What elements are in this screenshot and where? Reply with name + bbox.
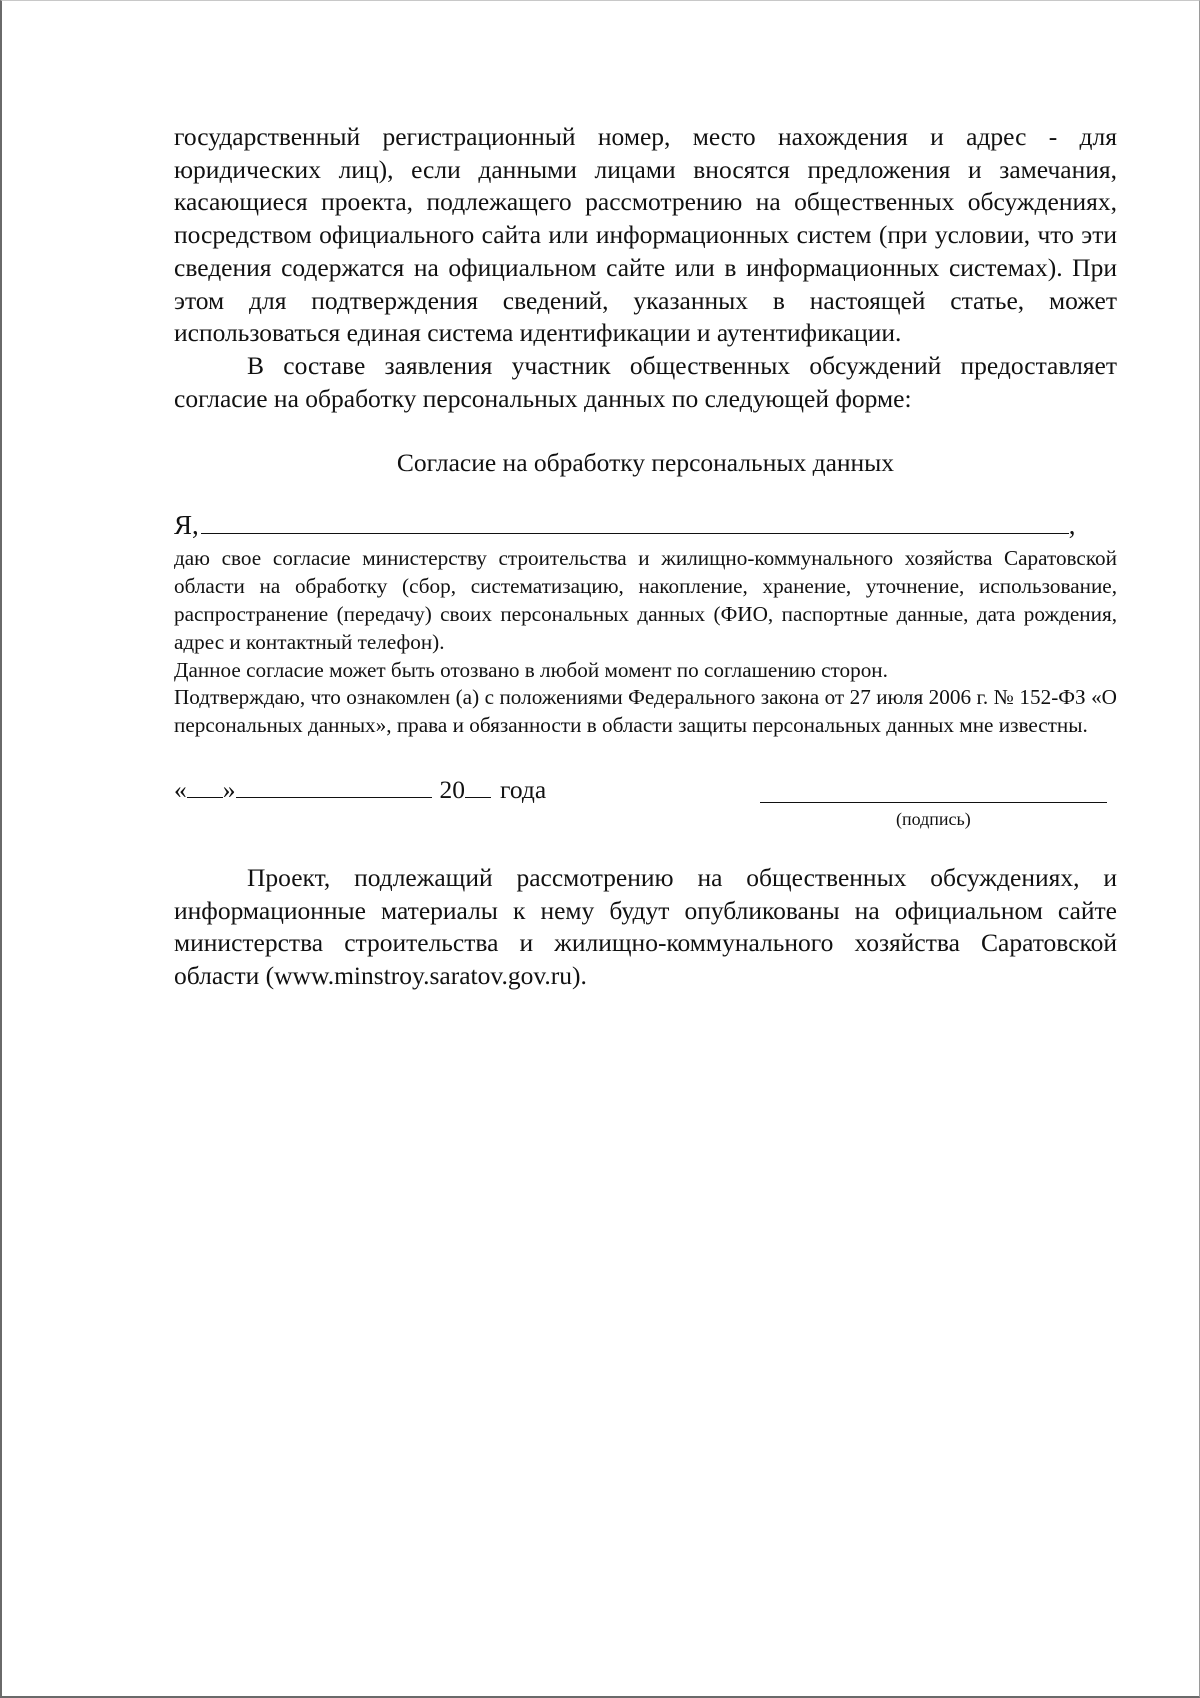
year-suffix: года bbox=[500, 774, 547, 804]
name-blank-field bbox=[201, 509, 1069, 534]
year-blank-field bbox=[465, 775, 491, 798]
date-fill-line bbox=[174, 774, 546, 806]
signature-caption: (подпись) bbox=[896, 808, 971, 829]
consent-form-title: Согласие на обработку персональных данных bbox=[396, 448, 895, 478]
consent-body-text: даю свое согласие министерству строительства и жилищно-коммунального хозяйства Саратовской области на обработку (сбор, систематизацию, накопление, хранение, уточнение, использование, распространение (передачу) своих персональных данных (ФИО, паспортные данные, дата рождения, адрес и контактный телефон). bbox=[174, 546, 1117, 654]
consent-confirmation-text: Подтверждаю, что ознакомлен (а) с положениями Федерального закона от 27 июля 2006 г. № 152-ФЗ «О персональных данных», права и обязанности в области защиты персональных данных мне известны. bbox=[174, 685, 1117, 738]
consent-revocation-text: Данное согласие может быть отозвано в любой момент по соглашению сторон. bbox=[174, 657, 888, 682]
month-blank-field bbox=[236, 775, 432, 798]
day-close-quote: » bbox=[222, 774, 236, 804]
name-prefix: Я, bbox=[174, 510, 199, 541]
intro-paragraph: государственный регистрационный номер, место нахождения и адрес - для юридических лиц), если данными лицами вносятся предложения и замечания, касающиеся проекта, подлежащего рассмотрению на общественных обсуждениях, посредством официального сайта или информационных систем (при условии, что эти сведения содержатся на официальном сайте или в информационных системах). При этом для подтверждения сведений, указанных в настоящей статье, может использоваться единая система идентификации и аутентификации. bbox=[174, 122, 1117, 348]
name-suffix: , bbox=[1068, 510, 1076, 541]
day-blank-field bbox=[187, 775, 223, 798]
closing-paragraph: Проект, подлежащий рассмотрению на общественных обсуждениях, и информационные материалы к нему будут опубликованы на официальном сайте министерства строительства и жилищно-коммунального хозяйства Саратовской области (www.minstroy.saratov.gov.ru). bbox=[174, 862, 1117, 991]
name-fill-line bbox=[174, 507, 1117, 543]
date-signature-row bbox=[174, 766, 1117, 836]
day-open-quote: « bbox=[174, 774, 187, 804]
year-prefix: 20 bbox=[439, 774, 465, 804]
signature-blank-field bbox=[760, 774, 1107, 803]
consent-intro-paragraph: В составе заявления участник общественных обсуждений предоставляет согласие на обработку персональных данных по следующей форме: bbox=[174, 350, 1117, 413]
document-body bbox=[174, 121, 1117, 993]
